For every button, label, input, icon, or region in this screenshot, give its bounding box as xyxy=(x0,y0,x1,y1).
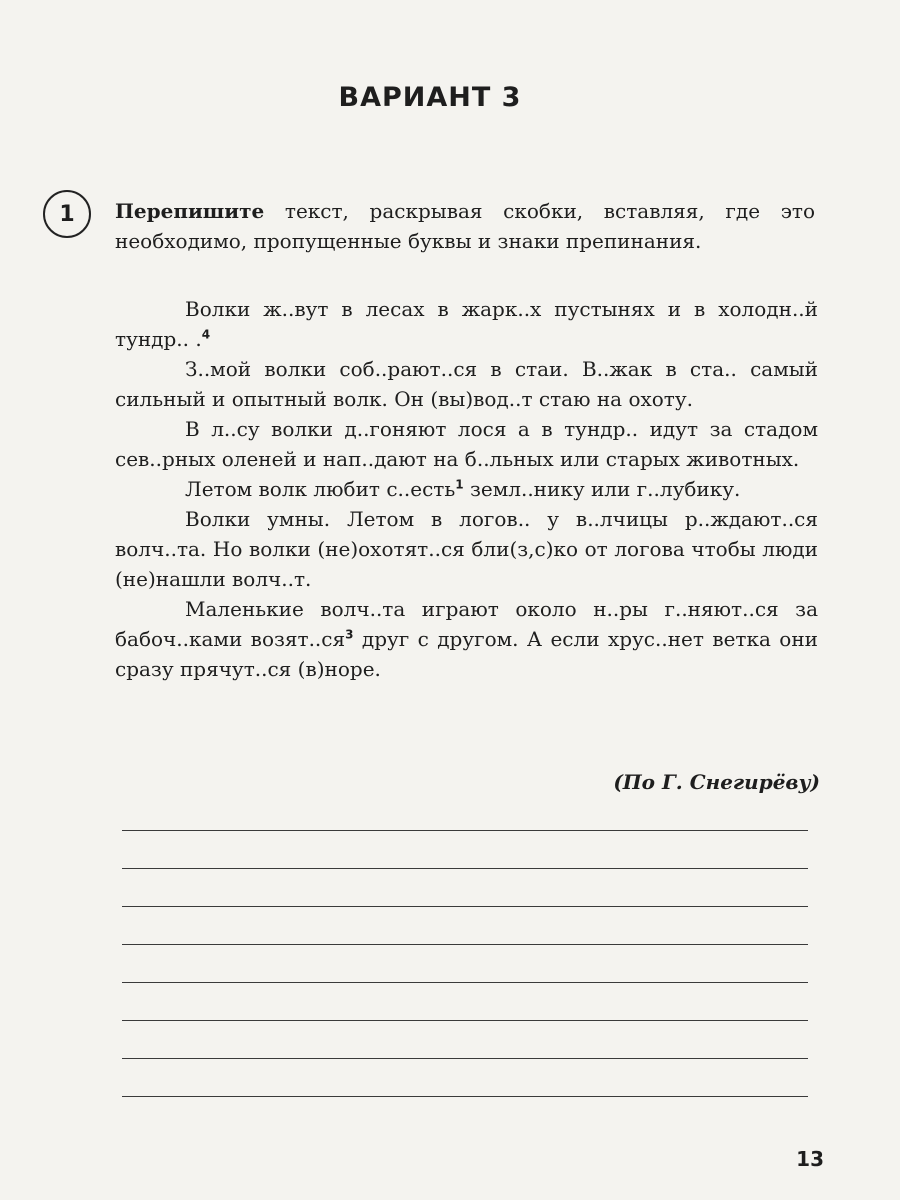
paragraph-text: Летом волк любит с..есть xyxy=(185,477,456,501)
answer-line[interactable] xyxy=(122,1058,808,1059)
paragraph-text: земл..нику или г..лубику. xyxy=(463,477,741,501)
task-instruction xyxy=(115,196,815,256)
instruction-bold: Перепишите xyxy=(115,199,265,223)
paragraph-1 xyxy=(115,294,818,354)
answer-line[interactable] xyxy=(122,1096,808,1097)
answer-line[interactable] xyxy=(122,830,808,831)
paragraph-4 xyxy=(115,474,818,504)
paragraph-3: В л..су волки д..гоняют лося а в тундр.. идут за стадом сев..рных оленей и нап..дают на б..льных или старых животных. xyxy=(115,417,818,471)
instruction-rest: текст, раскрывая скобки, вставляя, где это необходимо, пропущенные буквы и знаки препинания. xyxy=(115,199,815,253)
answer-lines[interactable] xyxy=(122,830,808,1134)
page-number: 13 xyxy=(796,1147,824,1171)
answer-line[interactable] xyxy=(122,944,808,945)
answer-line[interactable] xyxy=(122,868,808,869)
footnote-mark: 3 xyxy=(345,627,354,642)
text-author: (По Г. Снегирёву) xyxy=(613,770,820,794)
exercise-text xyxy=(115,294,818,684)
paragraph-text: Маленькие волч..та играют около н..ры г..няют..ся за бабоч..ками возят..ся xyxy=(115,597,818,651)
page-title: ВАРИАНТ 3 xyxy=(338,82,522,113)
paragraph-6 xyxy=(115,594,818,684)
answer-line[interactable] xyxy=(122,906,808,907)
footnote-mark: 4 xyxy=(201,327,211,342)
paragraph-text: Волки ж..вут в лесах в жарк..х пустынях и в холодн..й тундр.. . xyxy=(115,297,818,351)
answer-line[interactable] xyxy=(122,1020,808,1021)
answer-line[interactable] xyxy=(122,982,808,983)
footnote-mark: 1 xyxy=(455,477,464,492)
paragraph-5: Волки умны. Летом в логов.. у в..лчицы р..ждают..ся волч..та. Но волки (не)охотят..ся бли(з,с)ко от логова чтобы люди (не)нашли волч..т. xyxy=(115,507,818,591)
paragraph-2: З..мой волки соб..рают..ся в стаи. В..жак в ста.. самый сильный и опытный волк. Он (вы)вод..т стаю на охоту. xyxy=(115,357,818,411)
paragraph-text: друг с другом. А если хрус..нет ветка они сразу прячут..ся (в)норе. xyxy=(115,627,819,681)
task-number: 1 xyxy=(43,190,91,238)
